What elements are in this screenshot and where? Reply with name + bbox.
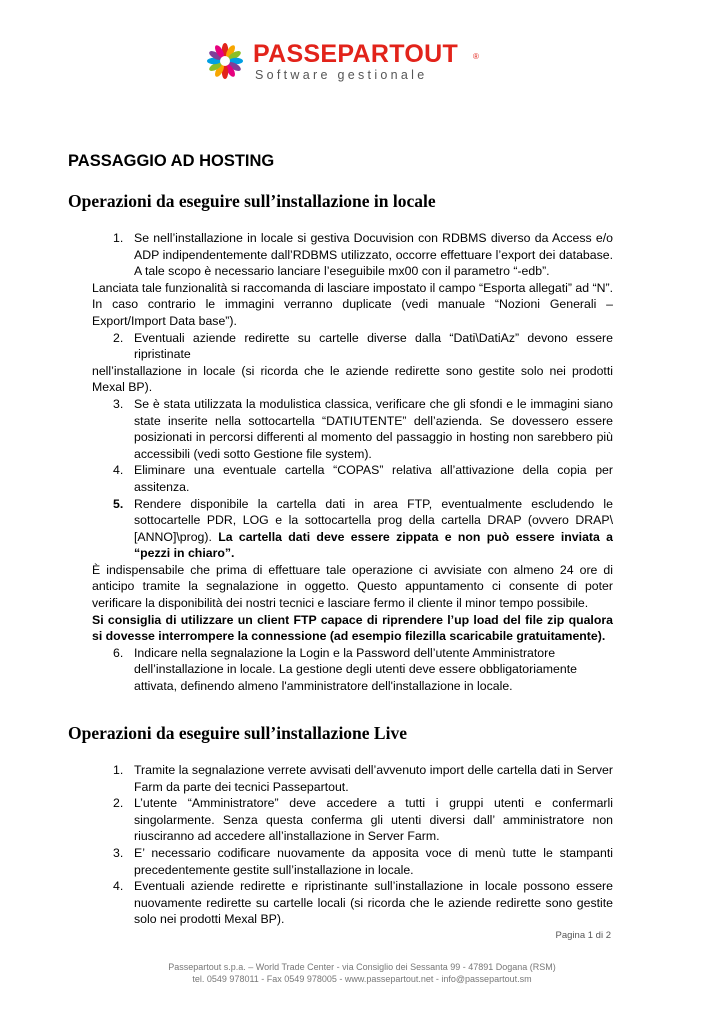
item-bold-text: La cartella dati deve essere zippata e non può essere inviata a “pezzi in chiaro”. <box>134 529 613 561</box>
item-number: 6. <box>113 645 124 660</box>
list-item <box>113 795 613 845</box>
list-item <box>113 230 613 280</box>
warning-paragraph: Si consiglia di utilizzare un client FTP capace di riprendere l’up load del file zip qualora si dovesse interrompere la connessione (ad esempio filezilla scaricabile gratuitamente). <box>92 612 613 644</box>
item-text: Tramite la segnalazione verrete avvisati dell’avvenuto import delle cartella dati in Server Farm da parte dei tecnici Passepartout. <box>134 763 613 794</box>
item-text: Eliminare una eventuale cartella “COPAS” relativa all’attivazione della copia per assitenza. <box>134 463 613 494</box>
page-title: PASSAGGIO AD HOSTING <box>68 152 275 170</box>
item-number: 3. <box>113 396 124 411</box>
passepartout-logo <box>205 40 485 86</box>
item-text: Se è stata utilizzata la modulistica classica, verificare che gli sfondi e le immagini siano state inserite nella sottocartella “DATIUTENTE” dell’azienda. Se dovessero essere posizionati in percorsi differenti al momento del passaggio in hosting non sarebbero più accessibili (vedi sotto Gestione file system). <box>134 396 613 461</box>
item-number: 5. <box>113 496 124 511</box>
registered-mark: ® <box>473 52 479 61</box>
footer-contacts: tel. 0549 978011 - Fax 0549 978005 - www.passepartout.net - info@passepartout.sm <box>192 974 532 984</box>
footer-address: Passepartout s.p.a. – World Trade Center - via Consiglio dei Sessanta 99 - 47891 Dogana (RSM) <box>168 962 556 972</box>
list-item <box>113 878 613 928</box>
list-item <box>113 496 613 562</box>
item-text: Eventuali aziende redirette e ripristinante sull’installazione in locale possono essere nuovamente redirette su cartelle locali (si ricorda che le aziende redirette sono gestite solo nei prodotti Mexal BP). <box>134 879 613 927</box>
list-item <box>113 462 613 495</box>
logo-tagline: Software gestionale <box>255 68 428 82</box>
item-text: Eventuali aziende redirette su cartelle diverse dalla “Dati\DatiAz” devono essere ripristinate <box>134 330 613 362</box>
item-number: 2. <box>113 330 124 345</box>
item-number: 1. <box>113 763 124 777</box>
note-paragraph: nell’installazione in locale (si ricorda che le aziende redirette sono gestite solo nei prodotti Mexal BP). <box>92 363 613 395</box>
list-item <box>113 330 613 363</box>
section-body-live <box>113 762 613 928</box>
item-number: 2. <box>113 796 124 811</box>
note-paragraph: Lanciata tale funzionalità si raccomanda di lasciare impostato il campo “Esporta allegati” ad “N”. In caso contrario le immagini verranno duplicate (vedi manuale “Nozioni Generali – Export/Import Data base”). <box>92 280 613 328</box>
item-text: Se nell’installazione in locale si gestiva Docuvision con RDBMS diverso da Access e/o ADP indipendentemente dall’RDBMS utilizzato, occorre effettuare l’export dei database. A tale scopo è necessario lanciare l’eseguibile mx00 con il parametro “-edb”. <box>134 231 613 279</box>
section-heading-live: Operazioni da eseguire sull’installazione Live <box>68 723 407 743</box>
item-number: 4. <box>113 879 124 894</box>
list-item <box>113 762 613 795</box>
list-item <box>113 845 613 878</box>
logo-center <box>220 56 230 66</box>
section-body-locale <box>92 230 613 695</box>
item-text: Rendere disponibile la cartella dati in area FTP, eventualmente escludendo le sottocartelle PDR, LOG e la sottocartella prog della cartella DRAP (ovvero DRAP\[ANNO]\prog). <box>134 496 613 544</box>
note-paragraph: È indispensabile che prima di effettuare tale operazione ci avvisiate con almeno 24 ore di anticipo tramite la segnalazione in oggetto. Questo appuntamento ci consente di poter verificare la disponibilità dei nostri tecnici e lasciare fermo il cliente il minor tempo possibile. <box>92 562 613 611</box>
section-heading-locale: Operazioni da eseguire sull’installazione in locale <box>68 191 436 211</box>
item-number: 3. <box>113 845 124 860</box>
item-number: 1. <box>113 231 124 245</box>
item-text: E’ necessario codificare nuovamente da apposita voce di menù tutte le stampanti precedentemente gestite sull’installazione in locale. <box>134 845 613 877</box>
item-number: 4. <box>113 463 124 478</box>
list-item <box>113 645 613 695</box>
logo-brand-name: PASSEPARTOUT <box>253 40 459 68</box>
item-text: Indicare nella segnalazione la Login e la Password dell’utente Amministratore dell’installazione in locale. La gestione degli utenti deve essere obbligatoriamente attivata, definendo almeno l'amministratore dell'installazione in locale. <box>134 645 577 694</box>
item-text: L’utente “Amministratore” deve accedere a tutti i gruppi utenti e confermarli singolarmente. Senza questa conferma gli utenti diversi dall’ amministratore non riusciranno ad accedere all’installazione in Server Farm. <box>134 796 613 844</box>
flower-logo-icon <box>205 41 245 81</box>
list-item <box>113 396 613 462</box>
page-number: Pagina 1 di 2 <box>555 930 611 941</box>
